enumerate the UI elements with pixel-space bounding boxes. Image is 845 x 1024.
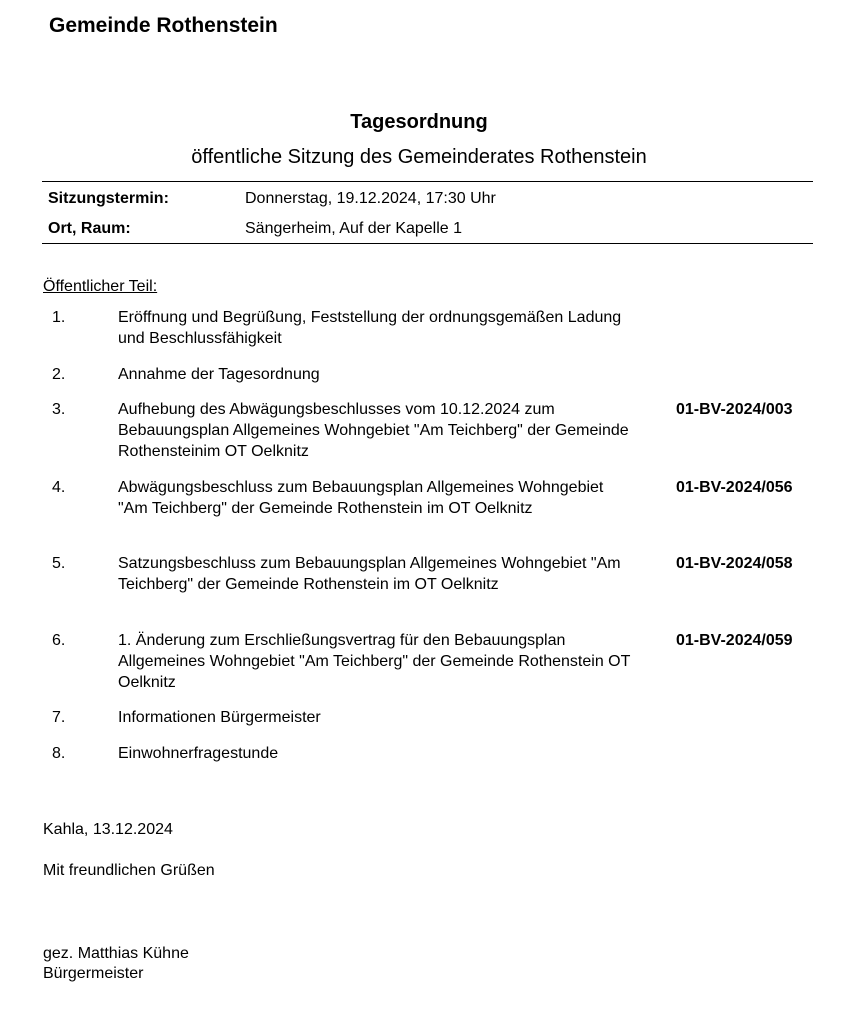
section-title-public: Öffentlicher Teil: bbox=[43, 278, 158, 295]
agenda-item-number: 8. bbox=[52, 745, 66, 762]
signature-name: gez. Matthias Kühne bbox=[43, 945, 189, 962]
agenda-item-text: Annahme der Tagesordnung bbox=[118, 366, 320, 383]
agenda-item-number: 5. bbox=[52, 555, 66, 572]
closing-greeting: Mit freundlichen Grüßen bbox=[43, 862, 215, 879]
meeting-info-box bbox=[42, 181, 813, 244]
agenda-item-reference: 01-BV-2024/058 bbox=[676, 555, 793, 572]
agenda-item-text: Satzungsbeschluss zum Bebauungsplan Allgemeines Wohngebiet "Am Teichberg" der Gemeinde Rothenstein im OT Oelknitz bbox=[118, 555, 621, 593]
agenda-item-text: 1. Änderung zum Erschließungsvertrag für den Bebauungsplan Allgemeines Wohngebiet "Am Teichberg" der Gemeinde Rothenstein OT Oelknitz bbox=[118, 632, 631, 691]
agenda-item-text: Informationen Bürgermeister bbox=[118, 709, 321, 726]
meeting-date-label: Sitzungstermin: bbox=[48, 190, 169, 207]
agenda-item-text: Eröffnung und Begrüßung, Feststellung der ordnungsgemäßen Ladung und Beschlussfähigkeit bbox=[118, 309, 622, 347]
agenda-item-reference: 01-BV-2024/003 bbox=[676, 401, 793, 418]
municipality-name: Gemeinde Rothenstein bbox=[49, 14, 278, 37]
meeting-date-value: Donnerstag, 19.12.2024, 17:30 Uhr bbox=[245, 190, 496, 207]
agenda-item-number: 1. bbox=[52, 309, 66, 326]
agenda-item-reference: 01-BV-2024/059 bbox=[676, 632, 793, 649]
agenda-item-text: Einwohnerfragestunde bbox=[118, 745, 279, 762]
agenda-item-text: Abwägungsbeschluss zum Bebauungsplan Allgemeines Wohngebiet "Am Teichberg" der Gemeinde Rothenstein im OT Oelknitz bbox=[118, 479, 604, 517]
document-title: Tagesordnung bbox=[350, 111, 488, 133]
meeting-place-label: Ort, Raum: bbox=[48, 220, 131, 237]
agenda-item-number: 2. bbox=[52, 366, 66, 383]
signature-role: Bürgermeister bbox=[43, 965, 144, 982]
agenda-item-reference: 01-BV-2024/056 bbox=[676, 479, 793, 496]
document-subtitle: öffentliche Sitzung des Gemeinderates Rothenstein bbox=[191, 146, 647, 168]
place-date: Kahla, 13.12.2024 bbox=[43, 821, 173, 838]
agenda-item-number: 7. bbox=[52, 709, 66, 726]
agenda-item-number: 3. bbox=[52, 401, 66, 418]
agenda-item-number: 4. bbox=[52, 479, 66, 496]
meeting-place-value: Sängerheim, Auf der Kapelle 1 bbox=[245, 220, 463, 237]
agenda-item-number: 6. bbox=[52, 632, 66, 649]
agenda-item-text: Aufhebung des Abwägungsbeschlusses vom 10.12.2024 zum Bebauungsplan Allgemeines Wohngebiet "Am Teichberg" der Gemeinde Rothensteinim OT Oelknitz bbox=[118, 401, 629, 460]
